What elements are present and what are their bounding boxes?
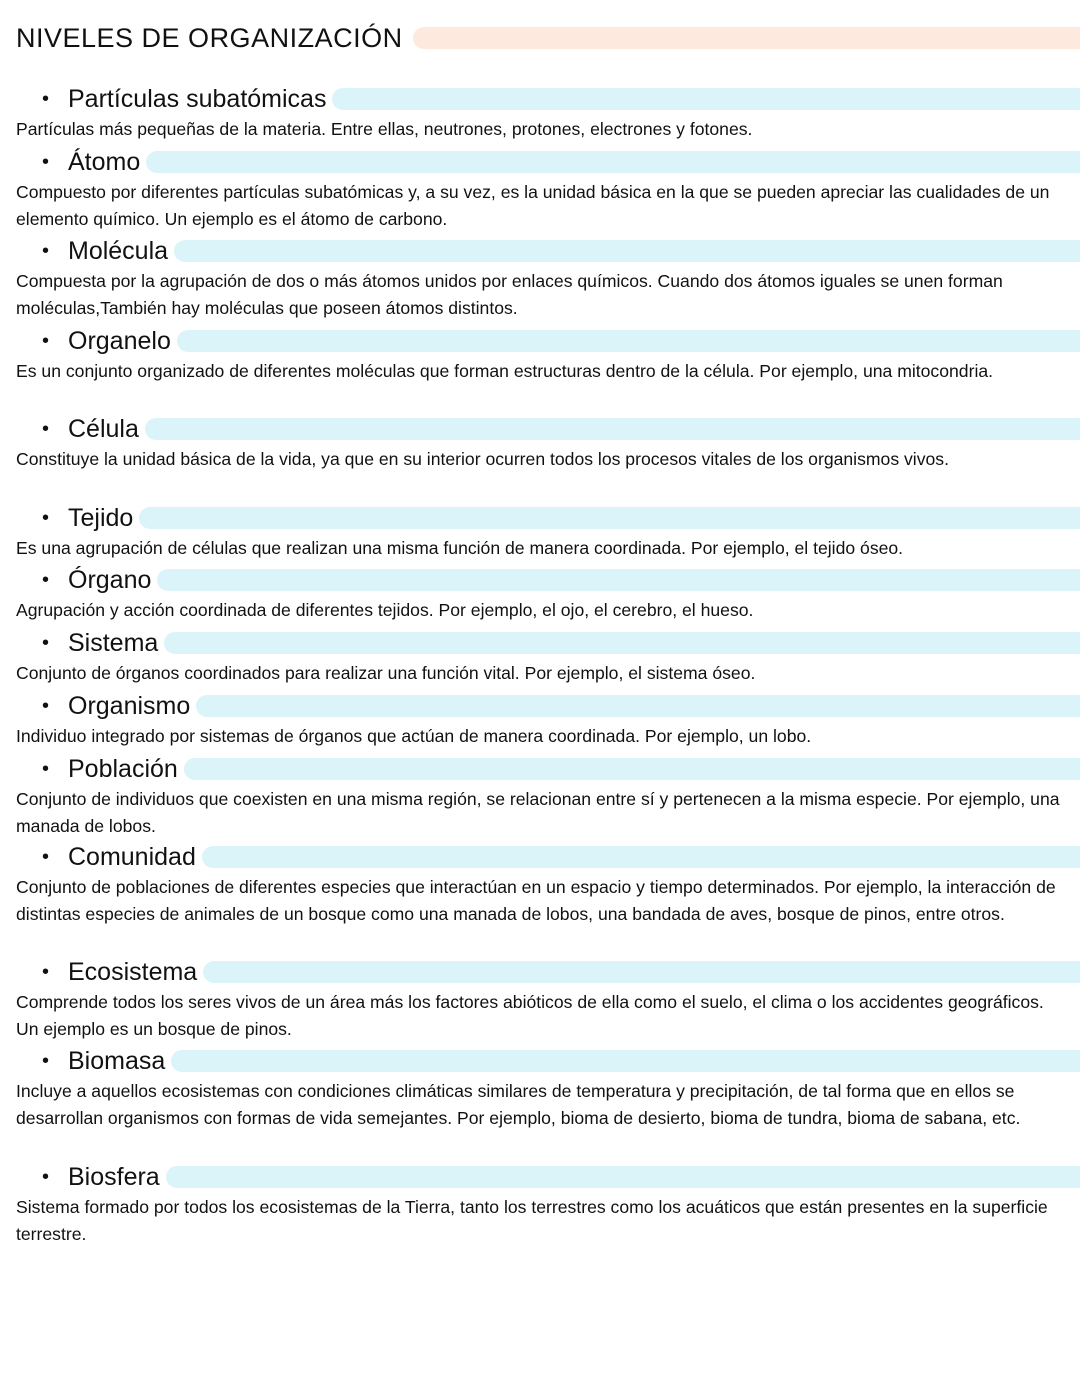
- section: [0, 689, 1080, 750]
- heading-highlight: [139, 507, 1080, 529]
- bullet-icon: •: [42, 568, 50, 591]
- section-heading-row: [0, 234, 1080, 268]
- section: [0, 840, 1080, 927]
- section-heading-row: [0, 324, 1080, 358]
- section-text: Conjunto de individuos que coexisten en una misma región, se relacionan entre sí y pertenecen a la misma especie. Por ejemplo, una manada de lobos.: [16, 789, 1060, 836]
- section-heading: Biomasa: [68, 1046, 166, 1075]
- section-text: Constituye la unidad básica de la vida, ya que en su interior ocurren todos los procesos vitales de los organismos vivos.: [16, 449, 949, 469]
- section-text: Agrupación y acción coordinada de diferentes tejidos. Por ejemplo, el ojo, el cerebro, el hueso.: [16, 600, 754, 620]
- section-heading-row: [0, 955, 1080, 989]
- bullet-icon: •: [42, 1165, 50, 1188]
- section-heading-row: [0, 82, 1080, 116]
- section-text: Conjunto de poblaciones de diferentes especies que interactúan en un espacio y tiempo determinados. Por ejemplo, la interacción de distintas especies de animales de un bosque como una manada de lobos, una bandada de aves, bosque de pinos, entre otros.: [16, 877, 1056, 924]
- section: [0, 955, 1080, 1042]
- section-heading-row: [0, 626, 1080, 660]
- section: [0, 501, 1080, 562]
- heading-highlight: [332, 88, 1080, 110]
- section-text: Incluye a aquellos ecosistemas con condiciones climáticas similares de temperatura y precipitación, de tal forma que en ellos se desarrollan organismos con formas de vida semejantes. Por ejemplo, bioma de desierto, bioma de tundra, bioma de sabana, etc.: [16, 1081, 1021, 1128]
- section-heading-row: [0, 1160, 1080, 1194]
- section: [0, 324, 1080, 385]
- section-heading-row: [0, 840, 1080, 874]
- section-text: Es una agrupación de células que realizan una misma función de manera coordinada. Por ejemplo, el tejido óseo.: [16, 538, 904, 558]
- heading-highlight: [145, 418, 1080, 440]
- section-heading: Órgano: [68, 565, 152, 594]
- section: [0, 1044, 1080, 1131]
- section: [0, 1160, 1080, 1247]
- section-heading: Comunidad: [68, 842, 196, 871]
- section-heading: Partículas subatómicas: [68, 84, 327, 113]
- section: [0, 626, 1080, 687]
- section-text: Compuesto por diferentes partículas subatómicas y, a su vez, es la unidad básica en la que se pueden apreciar las cualidades de un elemento químico. Un ejemplo es el átomo de carbono.: [16, 182, 1050, 229]
- heading-highlight: [202, 846, 1080, 868]
- heading-highlight: [177, 330, 1080, 352]
- heading-highlight: [203, 961, 1080, 983]
- section-heading: Molécula: [68, 236, 169, 265]
- section-heading: Biosfera: [68, 1162, 160, 1191]
- bullet-icon: •: [42, 239, 50, 262]
- section-text: Partículas más pequeñas de la materia. Entre ellas, neutrones, protones, electrones y fotones.: [16, 119, 753, 139]
- section-text: Individuo integrado por sistemas de órganos que actúan de manera coordinada. Por ejemplo, un lobo.: [16, 726, 812, 746]
- section-text: Sistema formado por todos los ecosistemas de la Tierra, tanto los terrestres como los acuáticos que están presentes en la superficie terrestre.: [16, 1197, 1048, 1244]
- section-text: Es un conjunto organizado de diferentes moléculas que forman estructuras dentro de la célula. Por ejemplo, una mitocondria.: [16, 361, 994, 381]
- section-heading: Población: [68, 754, 178, 783]
- heading-highlight: [157, 569, 1080, 591]
- heading-highlight: [196, 695, 1080, 717]
- section: [0, 752, 1080, 839]
- title-highlight: [413, 27, 1080, 49]
- section-heading: Átomo: [68, 147, 141, 176]
- section-text: Conjunto de órganos coordinados para realizar una función vital. Por ejemplo, el sistema óseo.: [16, 663, 756, 683]
- section-heading-row: [0, 689, 1080, 723]
- section: [0, 82, 1080, 143]
- title-row: [16, 20, 1080, 56]
- heading-highlight: [171, 1050, 1080, 1072]
- bullet-icon: •: [42, 1049, 50, 1072]
- heading-highlight: [184, 758, 1080, 780]
- section-text: Compuesta por la agrupación de dos o más átomos unidos por enlaces químicos. Cuando dos átomos iguales se unen forman moléculas,También hay moléculas que poseen átomos distintos.: [16, 271, 1003, 318]
- section-heading-row: [0, 752, 1080, 786]
- page-title: NIVELES DE ORGANIZACIÓN: [16, 22, 403, 53]
- bullet-icon: •: [42, 757, 50, 780]
- bullet-icon: •: [42, 694, 50, 717]
- heading-highlight: [174, 240, 1080, 262]
- bullet-icon: •: [42, 506, 50, 529]
- bullet-icon: •: [42, 329, 50, 352]
- section: [0, 234, 1080, 321]
- bullet-icon: •: [42, 417, 50, 440]
- section-heading-row: [0, 563, 1080, 597]
- section: [0, 145, 1080, 232]
- section-text: Comprende todos los seres vivos de un área más los factores abióticos de ella como el suelo, el clima o los accidentes geográficos. Un ejemplo es un bosque de pinos.: [16, 992, 1044, 1039]
- bullet-icon: •: [42, 150, 50, 173]
- heading-highlight: [164, 632, 1080, 654]
- section-heading-row: [0, 412, 1080, 446]
- section-heading: Organelo: [68, 326, 171, 355]
- heading-highlight: [166, 1166, 1080, 1188]
- section-heading: Célula: [68, 414, 139, 443]
- section-heading-row: [0, 145, 1080, 179]
- section-heading-row: [0, 1044, 1080, 1078]
- section: [0, 412, 1080, 473]
- bullet-icon: •: [42, 960, 50, 983]
- bullet-icon: •: [42, 631, 50, 654]
- bullet-icon: •: [42, 845, 50, 868]
- section-heading: Tejido: [68, 503, 134, 532]
- section-heading: Ecosistema: [68, 957, 198, 986]
- heading-highlight: [146, 151, 1080, 173]
- section-heading: Sistema: [68, 628, 159, 657]
- section: [0, 563, 1080, 624]
- section-heading: Organismo: [68, 691, 191, 720]
- section-heading-row: [0, 501, 1080, 535]
- bullet-icon: •: [42, 87, 50, 110]
